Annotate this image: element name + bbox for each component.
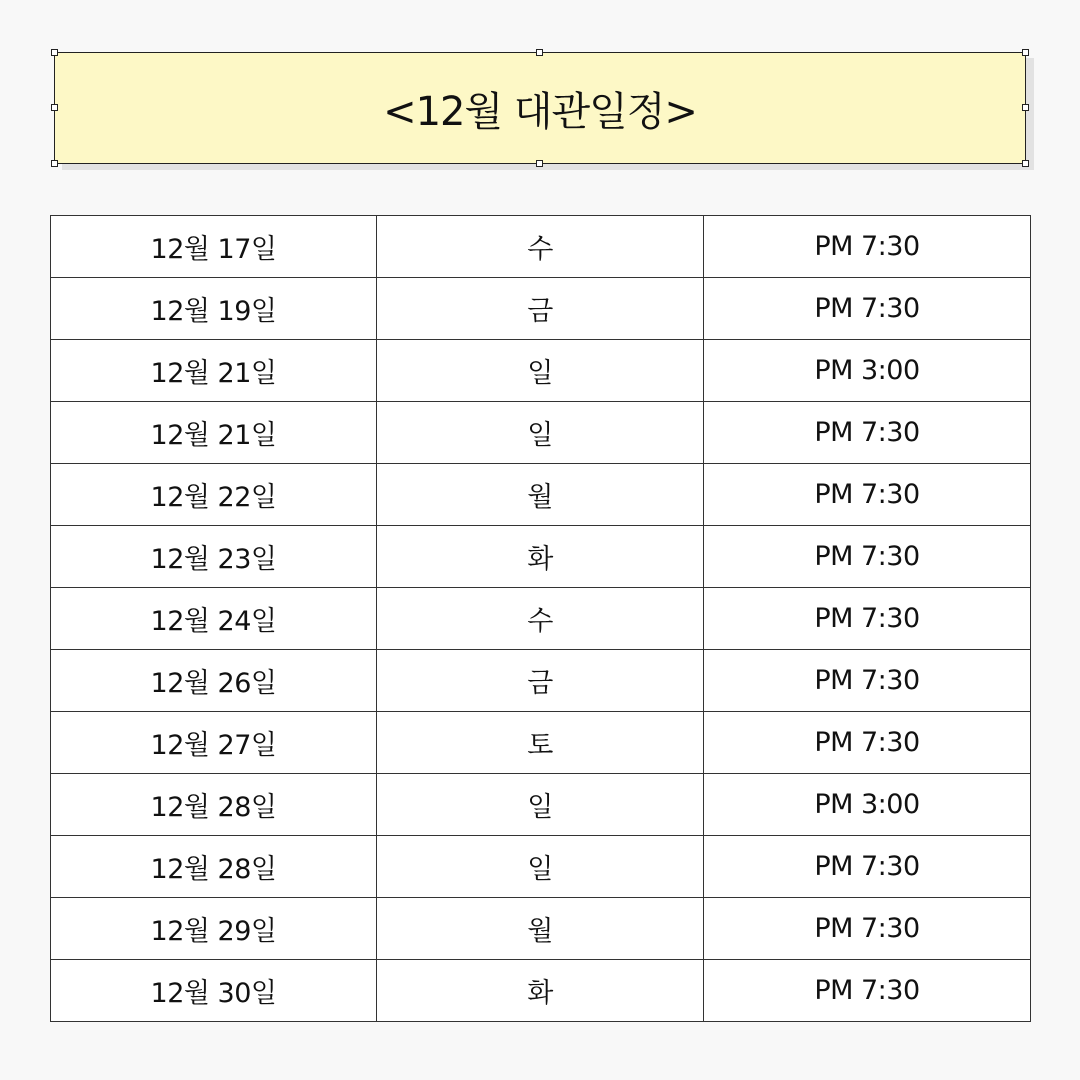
table-row xyxy=(51,774,1031,836)
table-row xyxy=(51,216,1031,278)
table-row xyxy=(51,526,1031,588)
page-title: <12월 대관일정> xyxy=(383,88,697,135)
weekday-cell[interactable]: 금 xyxy=(377,278,704,340)
table-row xyxy=(51,650,1031,712)
date-cell[interactable]: 12월 29일 xyxy=(51,898,377,960)
weekday-cell[interactable]: 화 xyxy=(377,526,704,588)
date-cell[interactable]: 12월 24일 xyxy=(51,588,377,650)
date-cell[interactable]: 12월 22일 xyxy=(51,464,377,526)
table-row xyxy=(51,898,1031,960)
weekday-cell[interactable]: 월 xyxy=(377,464,704,526)
title-textbox[interactable] xyxy=(54,52,1026,164)
time-cell[interactable]: PM 3:00 xyxy=(704,774,1031,836)
date-cell[interactable]: 12월 27일 xyxy=(51,712,377,774)
weekday-cell[interactable]: 토 xyxy=(377,712,704,774)
resize-handle-top-right[interactable] xyxy=(1022,49,1029,56)
resize-handle-bottom-right[interactable] xyxy=(1022,160,1029,167)
time-cell[interactable]: PM 7:30 xyxy=(704,712,1031,774)
date-cell[interactable]: 12월 19일 xyxy=(51,278,377,340)
resize-handle-middle-left[interactable] xyxy=(51,104,58,111)
weekday-cell[interactable]: 월 xyxy=(377,898,704,960)
date-cell[interactable]: 12월 21일 xyxy=(51,402,377,464)
table-row xyxy=(51,588,1031,650)
date-cell[interactable]: 12월 28일 xyxy=(51,836,377,898)
resize-handle-top-left[interactable] xyxy=(51,49,58,56)
resize-handle-middle-right[interactable] xyxy=(1022,104,1029,111)
weekday-cell[interactable]: 화 xyxy=(377,960,704,1022)
table-row xyxy=(51,836,1031,898)
weekday-cell[interactable]: 일 xyxy=(377,340,704,402)
time-cell[interactable]: PM 7:30 xyxy=(704,960,1031,1022)
table-row xyxy=(51,402,1031,464)
schedule-table-body xyxy=(51,216,1031,1022)
date-cell[interactable]: 12월 26일 xyxy=(51,650,377,712)
table-row xyxy=(51,278,1031,340)
time-cell[interactable]: PM 7:30 xyxy=(704,216,1031,278)
time-cell[interactable]: PM 7:30 xyxy=(704,464,1031,526)
resize-handle-bottom-left[interactable] xyxy=(51,160,58,167)
schedule-table xyxy=(50,215,1031,1022)
date-cell[interactable]: 12월 30일 xyxy=(51,960,377,1022)
time-cell[interactable]: PM 7:30 xyxy=(704,278,1031,340)
table-row xyxy=(51,340,1031,402)
weekday-cell[interactable]: 수 xyxy=(377,216,704,278)
time-cell[interactable]: PM 7:30 xyxy=(704,588,1031,650)
resize-handle-bottom-center[interactable] xyxy=(536,160,543,167)
table-row xyxy=(51,464,1031,526)
date-cell[interactable]: 12월 28일 xyxy=(51,774,377,836)
time-cell[interactable]: PM 7:30 xyxy=(704,402,1031,464)
date-cell[interactable]: 12월 23일 xyxy=(51,526,377,588)
resize-handle-top-center[interactable] xyxy=(536,49,543,56)
time-cell[interactable]: PM 7:30 xyxy=(704,898,1031,960)
weekday-cell[interactable]: 일 xyxy=(377,836,704,898)
table-row xyxy=(51,960,1031,1022)
date-cell[interactable]: 12월 21일 xyxy=(51,340,377,402)
time-cell[interactable]: PM 3:00 xyxy=(704,340,1031,402)
time-cell[interactable]: PM 7:30 xyxy=(704,836,1031,898)
weekday-cell[interactable]: 금 xyxy=(377,650,704,712)
date-cell[interactable]: 12월 17일 xyxy=(51,216,377,278)
time-cell[interactable]: PM 7:30 xyxy=(704,526,1031,588)
weekday-cell[interactable]: 수 xyxy=(377,588,704,650)
weekday-cell[interactable]: 일 xyxy=(377,774,704,836)
weekday-cell[interactable]: 일 xyxy=(377,402,704,464)
time-cell[interactable]: PM 7:30 xyxy=(704,650,1031,712)
table-row xyxy=(51,712,1031,774)
